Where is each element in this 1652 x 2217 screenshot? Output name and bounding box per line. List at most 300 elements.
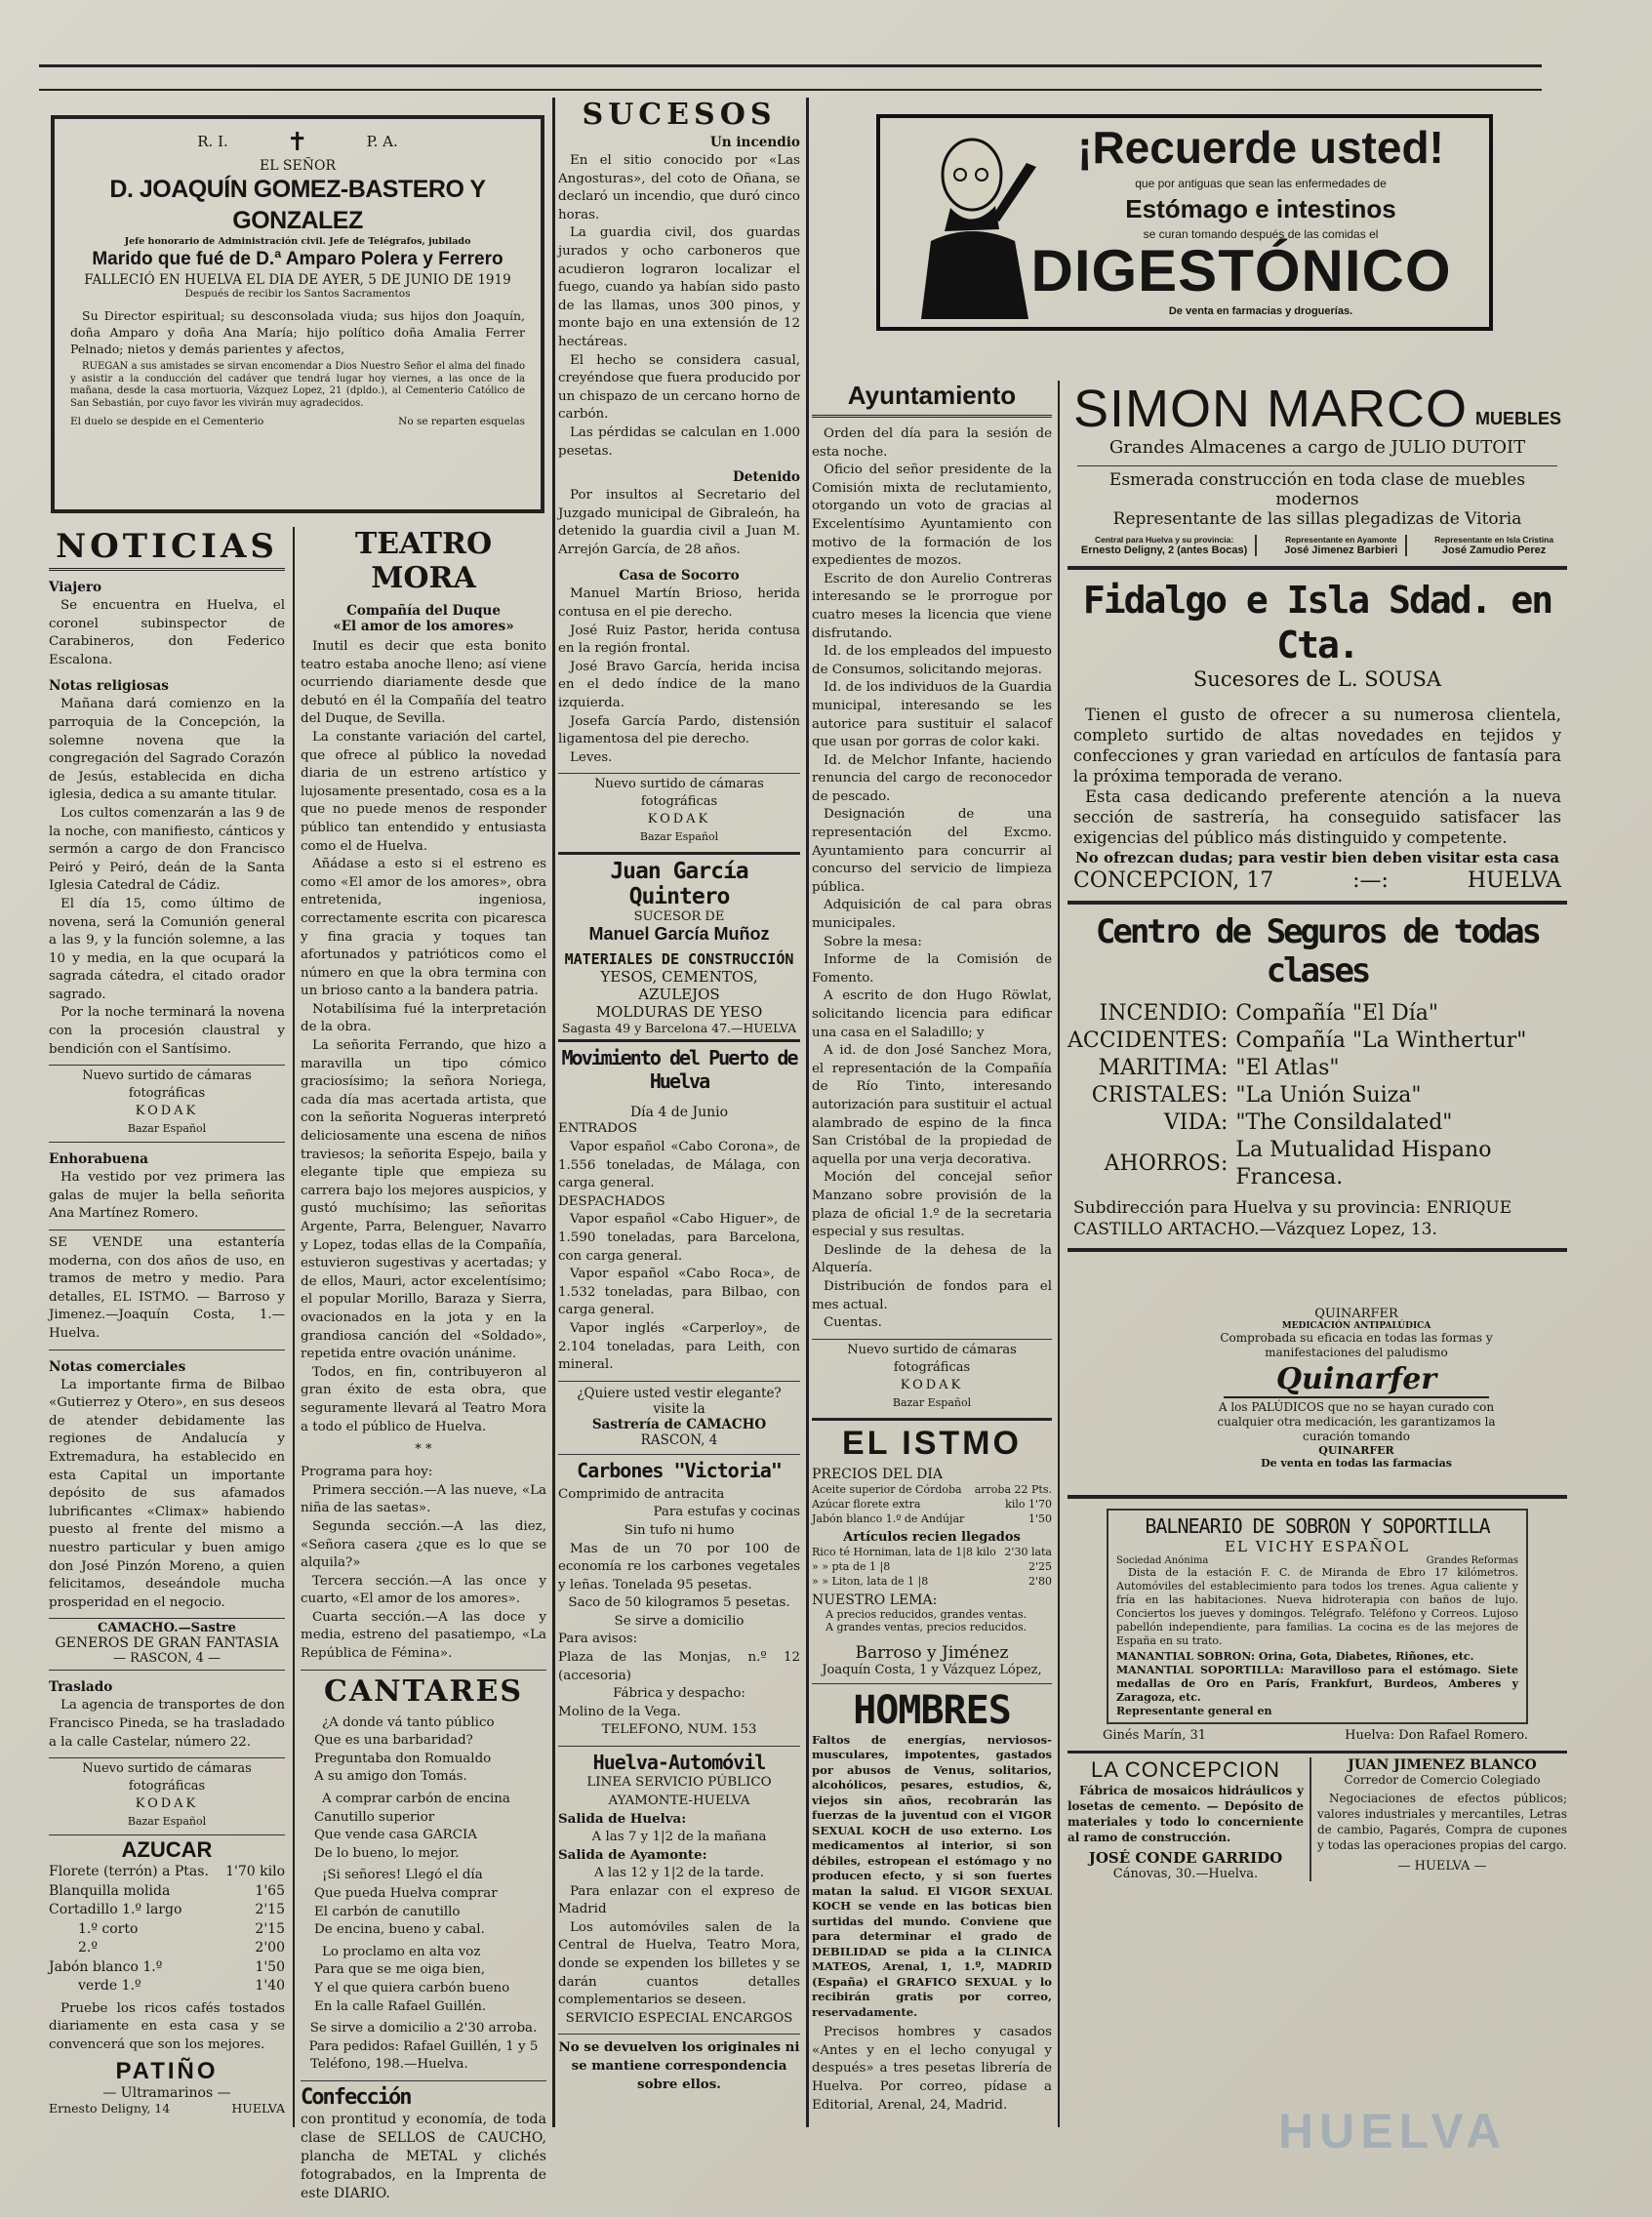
fidalgo-sep: :—:	[1352, 868, 1389, 893]
carbones-tel: TELEFONO, NUM. 153	[601, 1722, 757, 1738]
ayto-p8: Adquisición de cal para obras municipales.	[812, 898, 1052, 932]
balneario-huelva: Huelva: Don Rafael Romero.	[1345, 1728, 1528, 1743]
istmo-arrival-row-value: 2'30 lata	[1004, 1545, 1052, 1558]
seguros-title: Centro de Seguros de todas clases	[1095, 912, 1540, 990]
fidalgo-text1: Tienen el gusto de ofrecer a su numerosa clientela, completo surtido de altas novedades en tejidos y confecciones y gran variedad en artículos de fantasía para la próxima temporada de verano.	[1073, 705, 1561, 786]
top-rule	[39, 64, 1542, 67]
la-concepcion-conde: JOSÉ CONDE GARRIDO	[1088, 1849, 1283, 1867]
sucesos-p4: Las pérdidas se calculan en 1.000 pesetas.	[558, 424, 800, 459]
fidalgo-title: Fidalgo e Isla Sdad. en Cta.	[1082, 579, 1552, 666]
sucesos-p3: El hecho se considera casual, creyéndose que fuera producido por un chispazo de un cercano horno de carbón.	[558, 352, 800, 423]
sucesos-p8: José Bravo García, herida incisa en el dedo índice de la mano izquierda.	[558, 659, 800, 711]
ayto-p5: Id. de los individuos de la Guardia municipal, interesando se les autorice para sustituir el salacof que usan por gorras de color kaki.	[812, 680, 1052, 750]
col-rule-1	[552, 98, 555, 2127]
cantares-verse: De encina, bueno y cabal.	[314, 1922, 485, 1938]
seguros-company: La Mutualidad Hispano Francesa.	[1235, 1138, 1492, 1189]
ayto-title: Ayuntamiento	[812, 381, 1052, 418]
obit-died: FALLECIÓ EN HUELVA EL DIA DE AYER, 5 DE JUNIO DE 1919	[84, 272, 511, 288]
sucesos-column	[558, 98, 800, 2127]
seguros-company: Compañía "El Día"	[1235, 1001, 1438, 1026]
digestonico-ad	[876, 114, 1493, 331]
patino-addr: Ernesto Deligny, 14	[49, 2101, 171, 2116]
cantares-verse: A comprar carbón de encina	[322, 1792, 510, 1807]
carbones-humo: Sin tufo ni humo	[624, 1522, 735, 1538]
la-concepcion-canovas: Cánovas, 30.—Huelva.	[1112, 1867, 1259, 1881]
kodak-ad-4a: Nuevo surtido de cámaras fotográficas	[847, 1342, 1017, 1375]
teatro-title: TEATRO MORA	[354, 527, 493, 595]
sastreria-name: Sastrería de CAMACHO	[591, 1416, 767, 1432]
istmo-arrival-row	[812, 1545, 1052, 1559]
rip-right: P. A.	[366, 133, 398, 150]
movimiento-d3: Vapor inglés «Carperloy», de 2.104 toneladas, para Leith, con mineral.	[558, 1320, 800, 1373]
originales-note: No se devuelven los originales ni se mantiene correspondencia sobre ellos.	[558, 2039, 800, 2092]
cantares-verse: Que es una barbaridad?	[314, 1733, 473, 1749]
azucar-table	[49, 1863, 285, 1996]
azucar-row	[49, 1901, 285, 1920]
ayto-p3: Escrito de don Aurelio Contreras interesando se le prorrogue por cuatro meses la licencia que viene disfrutando.	[812, 571, 1052, 641]
ayto-p11: A id. de don José Sanchez Mora, el representación de la Compañía de Río Tinto, interesando autorización para sustituir el actual alambrado de espino de la finca San Cristóbal de la propiedad de aquella por una verja decorativa.	[812, 1043, 1052, 1167]
azucar-price: 1'65	[255, 1882, 285, 1899]
camacho-1: CAMACHO.—Sastre	[98, 1621, 236, 1636]
carbones-plaza: Plaza de las Monjas, n.º 12 (accesoria)	[558, 1650, 800, 1683]
seguros-type: MARITIMA:	[1098, 1056, 1229, 1080]
jgq-yesos: YESOS, CEMENTOS, AZULEJOS	[600, 968, 758, 1004]
sucesos-p1: En el sitio conocido por «Las Angosturas», del coto de Oñana, se declaró un incendio, que duró cinco horas.	[558, 153, 800, 222]
kodak-ad-4b: KODAK	[900, 1377, 964, 1392]
seguros-company: "El Atlas"	[1235, 1056, 1340, 1080]
auto-enlazar: Para enlazar con el expreso de Madrid	[558, 1883, 800, 1917]
kodak-ad-1b: KODAK	[135, 1104, 199, 1119]
obit-sacraments: Después de recibir los Santos Sacramentos	[184, 288, 411, 300]
kodak-ad-3b: KODAK	[647, 812, 711, 827]
simon-branch-2-name: José Jimenez Barbieri	[1284, 544, 1398, 556]
cantares-verse: Preguntaba don Romualdo	[314, 1751, 492, 1766]
cantares-verse: Que pueda Huelva comprar	[314, 1886, 498, 1901]
obituary-box	[51, 115, 544, 513]
carbones-antracita: Comprimido de antracita	[558, 1486, 725, 1502]
movimiento-d1: Vapor español «Cabo Higuer», de 1.590 toneladas, para Barcelona, con carga general.	[558, 1212, 800, 1264]
sucesos-p2: La guardia civil, dos guardas jurados y ocho carboneros que acudieron lograron localizar el fuego, cuando ya habían sido pasto de las llamas, unos 300 pinos, y monte bajo en una extensión de 12 hectáreas.	[558, 225, 800, 349]
balneario-representante: Representante general en	[1116, 1705, 1272, 1717]
noticias-p4: El día 15, como último de novena, será la Comunión general a las 9, y la función solemne, a las 10 y media, en la que ocupará la sagrada cátedra, el citado orador sagrado.	[49, 896, 285, 1002]
col-rule-4	[1058, 381, 1060, 2127]
cantares-verse: Lo proclamo en alta voz	[322, 1944, 481, 1959]
cantares-verse: Para que se me oiga bien,	[314, 1962, 486, 1978]
ayto-p9: Informe de la Comisión de Fomento.	[812, 952, 1052, 986]
noticias-title: NOTICIAS	[49, 527, 285, 571]
jjb-title: JUAN JIMENEZ BLANCO	[1348, 1757, 1537, 1773]
obit-ruegan: RUEGAN a sus amistades se sirvan encomendar a Dios Nuestro Señor el alma del finado y asistir a la conducción del cadáver que tendrá lugar hoy viernes, a las once de la mañana, desde la casa mortuoria, Vázquez Lopez, 21 (dpldo.), al Cementerio Católico de San Sebastián, por cuyo favor les vivirán muy agradecidos.	[70, 361, 525, 409]
carbones-estufas: Para estufas y cocinas	[653, 1505, 800, 1520]
carbones-saco: Saco de 50 kilogramos 5 pesetas.	[568, 1595, 790, 1611]
istmo-arrival-row-value: 2'25	[1027, 1559, 1052, 1573]
movimiento-d2: Vapor español «Cabo Roca», de 1.532 toneladas, para Bilbao, con carga general.	[558, 1267, 800, 1318]
sucesos-p10: Leves.	[570, 749, 613, 765]
noticias-p1: Se encuentra en Huelva, el coronel subinspector de Carabineros, don Federico Escalona.	[49, 598, 285, 667]
cantares-verse: De lo bueno, lo mejor.	[314, 1845, 460, 1861]
simon-branch-3-label: Representante en Isla Cristina	[1434, 535, 1554, 544]
teatro-sec1: Primera sección.—A las nueve, «La niña de las saetas».	[301, 1482, 546, 1516]
camacho-3: — RASCON, 4 —	[112, 1651, 222, 1667]
istmo-arrival-row-label: Rico té Horniman, lata de 1|8 kilo	[812, 1545, 996, 1558]
azucar-item: verde 1.º	[78, 1978, 141, 1995]
fidalgo-sousa: Sucesores de L. SOUSA	[1192, 667, 1442, 691]
azucar-row	[49, 1863, 285, 1882]
istmo-price-row	[812, 1497, 1052, 1512]
balneario-title: BALNEARIO DE SOBRON Y SOPORTILLA	[1145, 1514, 1490, 1538]
noticias-column	[49, 527, 285, 2127]
noticias-comerciales: Notas comerciales	[49, 1358, 186, 1375]
auto-salida-h: Salida de Huelva:	[558, 1811, 687, 1828]
noticias-p2: Mañana dará comienzo en la parroquia de la Concepción, la solemne novena que la congregación del Sagrado Corazón de Jesús, establecida en dicha iglesia, dedica a su amante titular.	[49, 697, 285, 803]
azucar-item: 2.º	[78, 1940, 98, 1956]
seguros-table	[1068, 1000, 1567, 1191]
obit-titles: Jefe honorario de Administración civil. Jefe de Telégrafos, jubilado	[124, 236, 471, 247]
sastreria-rascon: RASCON, 4	[640, 1431, 718, 1448]
cantares-verse: ¿A donde vá tanto público	[322, 1714, 495, 1730]
simon-esmerada: Esmerada construcción en toda clase de muebles modernos	[1108, 470, 1526, 509]
auto-encargos: SERVICIO ESPECIAL ENCARGOS	[565, 2010, 793, 2026]
quinarfer-ad	[1204, 1307, 1509, 1470]
la-concepcion-ad	[1068, 1757, 1311, 1881]
sucesos-p6: Manuel Martín Brioso, herida contusa en el pie derecho.	[558, 586, 800, 621]
ayto-p1: Orden del día para la sesión de esta noche.	[812, 426, 1052, 460]
sucesos-socorro: Casa de Socorro	[619, 568, 740, 584]
jgq-materiales: MATERIALES DE CONSTRUCCIÓN	[564, 950, 794, 969]
quinarfer-palud: A los PALÚDICOS que no se hayan curado con cualquier otra medicación, les garantizamos la curación tomando	[1217, 1400, 1496, 1443]
cantares-verse: ¡Si señores! Llegó el día	[322, 1868, 483, 1883]
cantares-domicilio: Se sirve a domicilio a 2'30 arroba.	[309, 2021, 538, 2036]
istmo-price-row	[812, 1512, 1052, 1526]
cantares-title: CANTARES	[324, 1673, 523, 1709]
istmo-price-row-label: Jabón blanco 1.º de Andújar	[812, 1512, 965, 1525]
azucar-row	[49, 1882, 285, 1902]
kodak-ad-2c: Bazar Español	[127, 1815, 207, 1829]
azucar-row	[49, 1958, 285, 1978]
istmo-llegados: Artículos recien llegados	[843, 1529, 1021, 1545]
watermark-logo: HUELVA	[1278, 2104, 1508, 2158]
obit-family: Su Director espiritual; su desconsolada viuda; sus hijos don Joaquín, doña Amparo y doña Ana María; hijo político doña Amalia Ferrer Pelnado; nietos y demás parientes y afectos,	[70, 308, 525, 356]
noticias-p5: Por la noche terminará la novena con la procesión claustral y bendición con el Santísimo.	[49, 1005, 285, 1057]
kodak-ad-4c: Bazar Español	[892, 1395, 972, 1409]
ayto-p4: Id. de los empleados del impuesto de Consumos, solicitando mejoras.	[812, 644, 1052, 677]
carbones-title: Carbones "Victoria"	[577, 1458, 782, 1482]
auto-autos: Los automóviles salen de la Central de Huelva, Teatro Mora, donde se expenden los billetes y se darán cuantos detalles complementarios se deseen.	[558, 1919, 800, 2008]
cafes-text: Pruebe los ricos cafés tostados diariamente en esta casa y se convencerá que son los mejores.	[49, 2000, 285, 2052]
sucesos-p5: Por insultos al Secretario del Juzgado municipal de Gibraleón, ha detenido la guardia civil a Juan M. Arrejón García, de 28 años.	[558, 488, 800, 557]
cross-icon: ✝	[286, 128, 308, 157]
sastreria-visite: visite la	[653, 1400, 705, 1417]
balneario-reformas: Grandes Reformas	[1426, 1555, 1518, 1566]
col-rule-3	[293, 527, 295, 2127]
fidalgo-city: HUELVA	[1467, 868, 1561, 893]
noticias-p6: Ha vestido por vez primera las galas de mujer la bella señorita Ana Martínez Romero.	[49, 1170, 285, 1222]
teatro-column	[301, 527, 546, 2201]
azucar-price: 1'70 kilo	[225, 1864, 285, 1880]
teatro-prog: Programa para hoy:	[301, 1465, 433, 1480]
istmo-lema2: A grandes ventas, precios reducidos.	[826, 1620, 1027, 1633]
auto-salida-a: Salida de Ayamonte:	[558, 1847, 707, 1864]
digest-venta: De venta en farmacias y droguerías.	[1168, 305, 1353, 317]
jgq-addr: Sagasta 49 y Barcelona 47.—HUELVA	[561, 1021, 797, 1036]
seguros-company: "La Unión Suiza"	[1235, 1083, 1422, 1108]
jgq-mgm: Manuel García Muñoz	[588, 924, 770, 945]
teatro-p6: Todos, en fin, contribuyeron al gran éxito de esta obra, que seguramente llevará al Teatro Mora a todo el público de Huelva.	[301, 1364, 546, 1434]
noticias-traslado: Traslado	[49, 1679, 113, 1696]
recuerde-title: ¡Recuerde usted!	[1077, 122, 1444, 173]
sucesos-p9: Josefa García Pardo, distensión ligamentosa del pie derecho.	[558, 713, 800, 747]
istmo-price-row-label: Azúcar florete extra	[812, 1497, 921, 1511]
seguros-row	[1068, 1082, 1567, 1109]
carbones-ahorro: Mas de un 70 por 100 de economía re los carbones vegetales y leñas. Tonelada 95 pesetas.	[558, 1541, 800, 1592]
istmo-lema1: A precios reducidos, grandes ventas.	[826, 1607, 1027, 1621]
obit-duelo: El duelo se despide en el Cementerio	[70, 416, 264, 427]
seguros-type: ACCIDENTES:	[1068, 1028, 1229, 1053]
obit-name: D. JOAQUÍN GOMEZ-BASTERO Y GONZALEZ	[109, 176, 486, 234]
azucar-item: Cortadillo 1.º largo	[49, 1902, 182, 1918]
balneario-vichy: EL VICHY ESPAÑOL	[1225, 1538, 1410, 1555]
teatro-sec4: Cuarta sección.—A las doce y media, estreno del pasatiempo, «La República de Fémina».	[301, 1609, 546, 1662]
noticias-religiosas: Notas religiosas	[49, 678, 169, 695]
balneario-sobron: MANANTIAL SOBRON: Orina, Gota, Diabetes, Riñones, etc.	[1116, 1650, 1474, 1663]
digest-curan: se curan tomando después de las comidas el	[1143, 227, 1379, 241]
movimiento-dia: Día 4 de Junio	[629, 1105, 729, 1121]
azucar-price: 2'15	[255, 1902, 285, 1918]
ayuntamiento-column	[812, 381, 1052, 2127]
cantares-verse: Que vende casa GARCIA	[314, 1828, 477, 1843]
istmo-price-row-label: Aceite superior de Córdoba	[812, 1482, 962, 1496]
movimiento-despachados: DESPACHADOS	[558, 1193, 665, 1209]
seguros-type: VIDA:	[1163, 1110, 1229, 1135]
cantares-verse: A su amigo don Tomás.	[314, 1769, 467, 1785]
movimiento-title: Movimiento del Puerto de Huelva	[561, 1046, 797, 1094]
carbones-avisos: Para avisos:	[558, 1632, 638, 1647]
azucar-item: Florete (terrón) a Ptas.	[49, 1864, 209, 1880]
istmo-price-row-value: arroba 22 Pts.	[974, 1482, 1052, 1496]
teatro-stars: * *	[415, 1442, 432, 1458]
simon-almacenes: Grandes Almacenes a cargo de JULIO DUTOIT	[1108, 437, 1526, 458]
seguros-type: CRISTALES:	[1091, 1083, 1229, 1108]
istmo-barroso-addr: Joaquín Costa, 1 y Vázquez López,	[822, 1662, 1042, 1677]
digestonico-title: DIGESTÓNICO	[1030, 238, 1452, 303]
azucar-row	[49, 1920, 285, 1940]
jgq-sucesor: SUCESOR DE	[633, 909, 725, 925]
simon-marco-title: SIMON MARCO	[1072, 380, 1468, 438]
cantares-verses	[301, 1714, 546, 2017]
istmo-barroso: Barroso y Jiménez	[855, 1642, 1009, 1663]
teatro-p5: La señorita Ferrando, que hizo a maravilla un tipo cómico graciosísimo; la señora Noriega, cada día mas acertada artista, que con la señorita Nogueras interpretó deliciosamente una escena de niños traviesos; la señorita Espejo, baila y elegante tiple que empieza su carrera bajo los mejores auspicios, y gustó muchísimo; las señoritas Argente, Parra, Belenguer, Navarro y Lopez, todas ellas de la Compañía, estuvieron sugestivas y acertadas; y de ellos, Mauri, actor excelentísimo; el popular Morillo, Baraza y Sierra, ovacionados en la jota y en la grandiosa canción del «Soldado», repetida entre ovación unánime.	[301, 1038, 546, 1362]
hombres-title: HOMBRES	[853, 1687, 1011, 1733]
sucesos-title: SUCESOS	[582, 98, 777, 132]
la-concepcion-title: LA CONCEPCION	[1091, 1757, 1280, 1782]
ayto-p6: Id. de Melchor Infante, haciendo renuncia del cargo de reconocedor de pescado.	[812, 752, 1052, 804]
kodak-ad-2a: Nuevo surtido de cámaras fotográficas	[82, 1761, 252, 1794]
fidalgo-text2: Esta casa dedicando preferente atención a la nueva sección de sastrería, ha conseguido satisfacer las exigencias del público más distinguido y competente.	[1073, 787, 1561, 847]
quinarfer-sub: MEDICACIÓN ANTIPALÚDICA	[1281, 1321, 1431, 1331]
cantares-verse: Canutillo superior	[314, 1809, 435, 1825]
teatro-company: Compañía del Duque	[346, 603, 501, 619]
azucar-item: Blanquilla molida	[49, 1882, 171, 1899]
noticias-p7: La importante firma de Bilbao «Gutierrez y Otero», en sus deseos de atender debidamente las regiones de Andalucía y Extremadura, ha establecido en esta Capital un importante depósito de sus afamados lubrificantes «Climax» habiendo puesto al frente del mismo a nuestro particular y buen amigo don José Pinzón Moreno, a quien felicitamos, deseándole mucha prosperidad en el negocio.	[49, 1377, 285, 1610]
quinarfer-name: QUINARFER	[1314, 1307, 1398, 1321]
confeccion-text: con prontitud y economía, de toda clase de SELLOS de CAUCHO, plancha de METAL y clichés fotograbados, en la Imprenta de este DIARIO.	[301, 2111, 546, 2201]
carbones-fabrica: Fábrica y despacho:	[613, 1686, 745, 1702]
jjb-ad	[1317, 1757, 1567, 1881]
seguros-company: "The Consildalated"	[1235, 1110, 1453, 1135]
seguros-row	[1068, 1109, 1567, 1137]
digest-estomago: Estómago e intestinos	[1125, 194, 1396, 223]
cantares-verse: El carbón de canutillo	[314, 1904, 461, 1919]
camacho-2: GENEROS DE GRAN FANTASIA	[55, 1635, 279, 1652]
istmo-price-row-value: 1'50	[1027, 1512, 1052, 1525]
azucar-item: 1.º corto	[78, 1920, 139, 1937]
istmo-arrival-row-value: 2'80	[1027, 1574, 1052, 1588]
rip-left: R. I.	[197, 133, 228, 150]
balneario-sociedad: Sociedad Anónima	[1116, 1555, 1209, 1566]
ayto-p7: Designación de una representación del Excmo. Ayuntamiento para concurrir al concurso del servicio de limpieza pública.	[812, 807, 1052, 895]
hombres-text: Faltos de energías, nerviosos-musculares, impotentes, gastados por abusos de Venus, solitarios, alcohólicos, pesares, estudios, &, viejos sin años, recobrarán las fuerzas de la juventud con el VIGOR SEXUAL KOCH de uso externo. Los medicamentos al interior, si son débiles, estropean el estómago y no producen efecto, y si son fuertes matan la salud. El VIGOR SEXUAL KOCH se vende en las boticas bien surtidas del mundo. Conviene que para determinar el grado de DEBILIDAD se pida a la CLINICA MATEOS, Arenal, 1, 1.º, MADRID (España) el GRAFICO SEXUAL y lo recibirán gratis por correo, reservadamente.	[812, 1732, 1052, 2019]
sucesos-p7: José Ruiz Pastor, herida contusa en la región frontal.	[558, 623, 800, 657]
fidalgo-dudas: No ofrezcan dudas; para vestir bien deben visitar esta casa	[1075, 849, 1559, 867]
top-rule-2	[39, 89, 1542, 91]
azucar-title: AZUCAR	[121, 1837, 213, 1863]
auto-linea: LINEA SERVICIO PÚBLICO	[586, 1775, 772, 1791]
istmo-precios: PRECIOS DEL DIA	[812, 1466, 943, 1482]
movimiento-e1: Vapor español «Cabo Corona», de 1.556 toneladas, de Málaga, con carga general.	[558, 1140, 800, 1191]
seguros-type: INCENDIO:	[1099, 1001, 1229, 1026]
simon-branch-1-label: Central para Huelva y su provincia:	[1095, 535, 1234, 544]
sucesos-detenido: Detenido	[733, 469, 800, 486]
seguros-row	[1068, 1055, 1567, 1082]
seguros-subdir: Subdirección para Huelva y su provincia: ENRIQUE CASTILLO ARTACHO.—Vázquez Lopez, 13.	[1073, 1198, 1512, 1239]
istmo-lema: NUESTRO LEMA:	[812, 1592, 938, 1608]
kodak-ad-3a: Nuevo surtido de cámaras fotográficas	[594, 777, 764, 810]
simon-branch-1-name: Ernesto Deligny, 2 (antes Bocas)	[1080, 544, 1248, 556]
quinarfer-venta: De venta en todas las farmacias	[1261, 1457, 1452, 1470]
simon-muebles: MUEBLES	[1475, 409, 1562, 428]
obit-esquelas: No se reparten esquelas	[398, 416, 525, 427]
right-column	[1068, 381, 1567, 2127]
azucar-price: 1'40	[255, 1978, 285, 1995]
movimiento-entrados: ENTRADOS	[558, 1121, 638, 1137]
kodak-ad-1a: Nuevo surtido de cámaras fotográficas	[82, 1068, 252, 1102]
balneario-text: Dista de la estación F. C. de Miranda de Ebro 17 kilómetros. Automóviles del establecimiento para todos los trenes. Agua caliente y fría en las habitaciones. Nueva hidroterapia con baños de lujo. Conciertos los jueves y domingos. Telégrafo. Teléfono y Correos. Lujoso pabellón independiente, para familias. La cocina es de las mejores de España en su trato.	[1116, 1566, 1518, 1647]
teatro-sec3: Tercera sección.—A las once y cuarto, «El amor de los amores».	[301, 1573, 546, 1607]
cantares-pedidos: Para pedidos: Rafael Guillén, 1 y 5	[308, 2038, 539, 2054]
ayto-p15: Cuentas.	[824, 1315, 882, 1331]
seguros-type: AHORROS:	[1104, 1151, 1229, 1176]
istmo-arrival-row	[812, 1559, 1052, 1574]
cantares-verse: En la calle Rafael Guillén.	[314, 1998, 487, 2014]
istmo-arrival-row-label: » » pta de 1 |8	[812, 1559, 891, 1573]
azucar-row	[49, 1977, 285, 1996]
teatro-play: «El amor de los amores»	[333, 619, 514, 634]
azucar-price: 2'00	[255, 1940, 285, 1956]
ayto-p14: Distribución de fondos para el mes actual.	[812, 1278, 1052, 1312]
istmo-price-list	[812, 1482, 1052, 1526]
ayto-p2: Oficio del señor presidente de la Comisión mixta de reclutamiento, otorgando un voto de gracias al Excelentísimo Ayuntamiento con motivo de la formación de los expedientes de mozos.	[812, 463, 1052, 569]
simon-branch-3-name: José Zamudio Perez	[1441, 544, 1547, 556]
sucesos-incendio: Un incendio	[709, 135, 800, 150]
simon-branch-2-label: Representante en Ayamonte	[1285, 535, 1397, 544]
confeccion-title: Confección	[301, 2084, 411, 2110]
digest-antiguas: que por antiguas que sean las enfermedades de	[1135, 177, 1387, 190]
azucar-row	[49, 1939, 285, 1958]
carbones-molino: Molino de la Vega.	[558, 1704, 681, 1719]
auto-hora-a: A las 12 y 1|2 de la tarde.	[593, 1866, 765, 1880]
balneario-gines: Ginés Marín, 31	[1103, 1728, 1207, 1743]
jjb-corredor: Corredor de Comercio Colegiado	[1344, 1773, 1541, 1787]
col-rule-2	[806, 98, 809, 2127]
patino-title: PATIÑO	[115, 2058, 219, 2085]
kodak-ad-3c: Bazar Español	[639, 830, 719, 844]
hombres-precisos: Precisos hombres y casados «Antes y en el lecho conyugal y después» a tres pesetas librería de Huelva. Por correo, pídase a Editorial, Arenal, 24, Madrid.	[812, 2025, 1052, 2113]
teatro-p1: Inutil es decir que esta bonito teatro estaba anoche lleno; así viene ocurriendo diariamente desde que debutó en él la Compañía del teatro del Duque, de Sevilla.	[301, 639, 546, 727]
ayto-p13: Deslinde de la dehesa de la Alquería.	[812, 1242, 1052, 1276]
seguros-row	[1068, 1028, 1567, 1055]
istmo-arrival-row-label: » » Liton, lata de 1 |8	[812, 1574, 929, 1588]
quinarfer-name2: QUINARFER	[1318, 1444, 1394, 1457]
ayto-p12: Moción del concejal señor Manzano sobre provisión de la plaza de oficial 1.º de la secretaria especial y sus resultas.	[812, 1170, 1052, 1240]
jjb-city: — HUELVA —	[1397, 1859, 1487, 1874]
teatro-p2: La constante variación del cartel, que ofrece al público la novedad diaria de un estreno artístico y lujosamente presentado, cosa es a la que no puede menos de responder público tan entendido y entusiasta como el de Huelva.	[301, 729, 546, 854]
teatro-p3: Añádase a esto si el estreno es como «El amor de los amores», obra entretenida, ingeniosa, correctamente escrita con picaresca y fina gracia y toques tan afortunados y patrióticos como el número en que la obra termina con un brioso canto a la bandera patria.	[301, 857, 546, 999]
fidalgo-addr: CONCEPCION, 17	[1073, 868, 1274, 893]
istmo-title: EL ISTMO	[842, 1424, 1022, 1462]
patino-ultra: — Ultramarinos —	[102, 2085, 231, 2102]
seguros-company: Compañía "La Winthertur"	[1235, 1028, 1527, 1053]
simon-representante: Representante de las sillas plegadizas de Vitoria	[1112, 509, 1522, 529]
kodak-ad-1c: Bazar Español	[127, 1122, 207, 1136]
se-vende-ad: SE VENDE una estantería moderna, con dos años de uso, en tramos de metro y medio. Para detalles, EL ISTMO. — Barroso y Jimenez.—Joaquín Costa, 1.—Huelva.	[49, 1235, 285, 1341]
simon-branch-3	[1434, 535, 1553, 556]
balneario-ad	[1107, 1509, 1528, 1724]
istmo-price-row	[812, 1482, 1052, 1497]
la-concepcion-text: Fábrica de mosaicos hidráulicos y losetas de cemento. — Depósito de materiales y todo lo concerniente al ramo de construcción.	[1068, 1784, 1304, 1844]
patino-city: HUELVA	[231, 2101, 285, 2116]
azucar-price: 2'15	[255, 1920, 285, 1937]
ayto-mesa: Sobre la mesa:	[824, 934, 922, 949]
ayto-p10: A escrito de don Hugo Röwlat, solicitando licencia para edificar una casa en el Saladillo; y	[812, 988, 1052, 1040]
seguros-row	[1068, 1137, 1567, 1191]
noticias-p8: La agencia de transportes de don Francisco Pineda, se ha trasladado a la calle Castelar, número 22.	[49, 1698, 285, 1750]
teatro-p4: Notabilísima fué la interpretación de la obra.	[301, 1001, 546, 1035]
noticias-p3: Los cultos comenzarán a las 9 de la noche, con manifiesto, cánticos y sermón a cargo de don Francisco Peiró y Peiró, deán de la Santa Iglesia Catedral de Cádiz.	[49, 805, 285, 894]
simon-branch-2	[1284, 535, 1407, 556]
noticias-enhorabuena: Enhorabuena	[49, 1151, 148, 1168]
istmo-arrival-row	[812, 1574, 1052, 1589]
istmo-arrivals-list	[812, 1545, 1052, 1589]
obit-el-senor: EL SEÑOR	[259, 158, 337, 174]
auto-hora-h: A las 7 y 1|2 de la mañana	[591, 1829, 767, 1844]
simon-branch-1	[1081, 535, 1257, 556]
jjb-text: Negociaciones de efectos públicos; valores industriales y mercantiles, Letras de cambio, Pagarés, Compra de cupones y todas las operaciones propias del cargo.	[1317, 1792, 1567, 1852]
kodak-ad-2b: KODAK	[135, 1796, 199, 1812]
seguros-row	[1068, 1000, 1567, 1028]
jgq-title: Juan García Quintero	[610, 859, 748, 910]
noticias-viajero: Viajero	[49, 580, 102, 595]
quinarfer-eficacia: Comprobada su eficacia en todas las formas y manifestaciones del paludismo	[1220, 1331, 1493, 1359]
cantares-telefono: Teléfono, 198.—Huelva.	[310, 2057, 468, 2073]
azucar-item: Jabón blanco 1.º	[49, 1958, 163, 1975]
sastreria-q: ¿Quiere usted vestir elegante?	[577, 1385, 782, 1401]
cantares-verse: Y el que quiera carbón bueno	[314, 1980, 510, 1995]
auto-ayamonte: AYAMONTE-HUELVA	[608, 1793, 750, 1808]
balneario-soportilla: MANANTIAL SOPORTILLA: Maravilloso para el estómago. Siete medallas de Oro en París, Frankfurt, Burdeos, Amberes y Zaragoza, etc.	[1116, 1664, 1518, 1704]
obit-spouse: Marido que fué de D.ª Amparo Polera y Ferrero	[92, 249, 504, 269]
quinarfer-logo: Quinarfer	[1224, 1362, 1489, 1398]
istmo-price-row-value: kilo 1'70	[1005, 1497, 1052, 1511]
